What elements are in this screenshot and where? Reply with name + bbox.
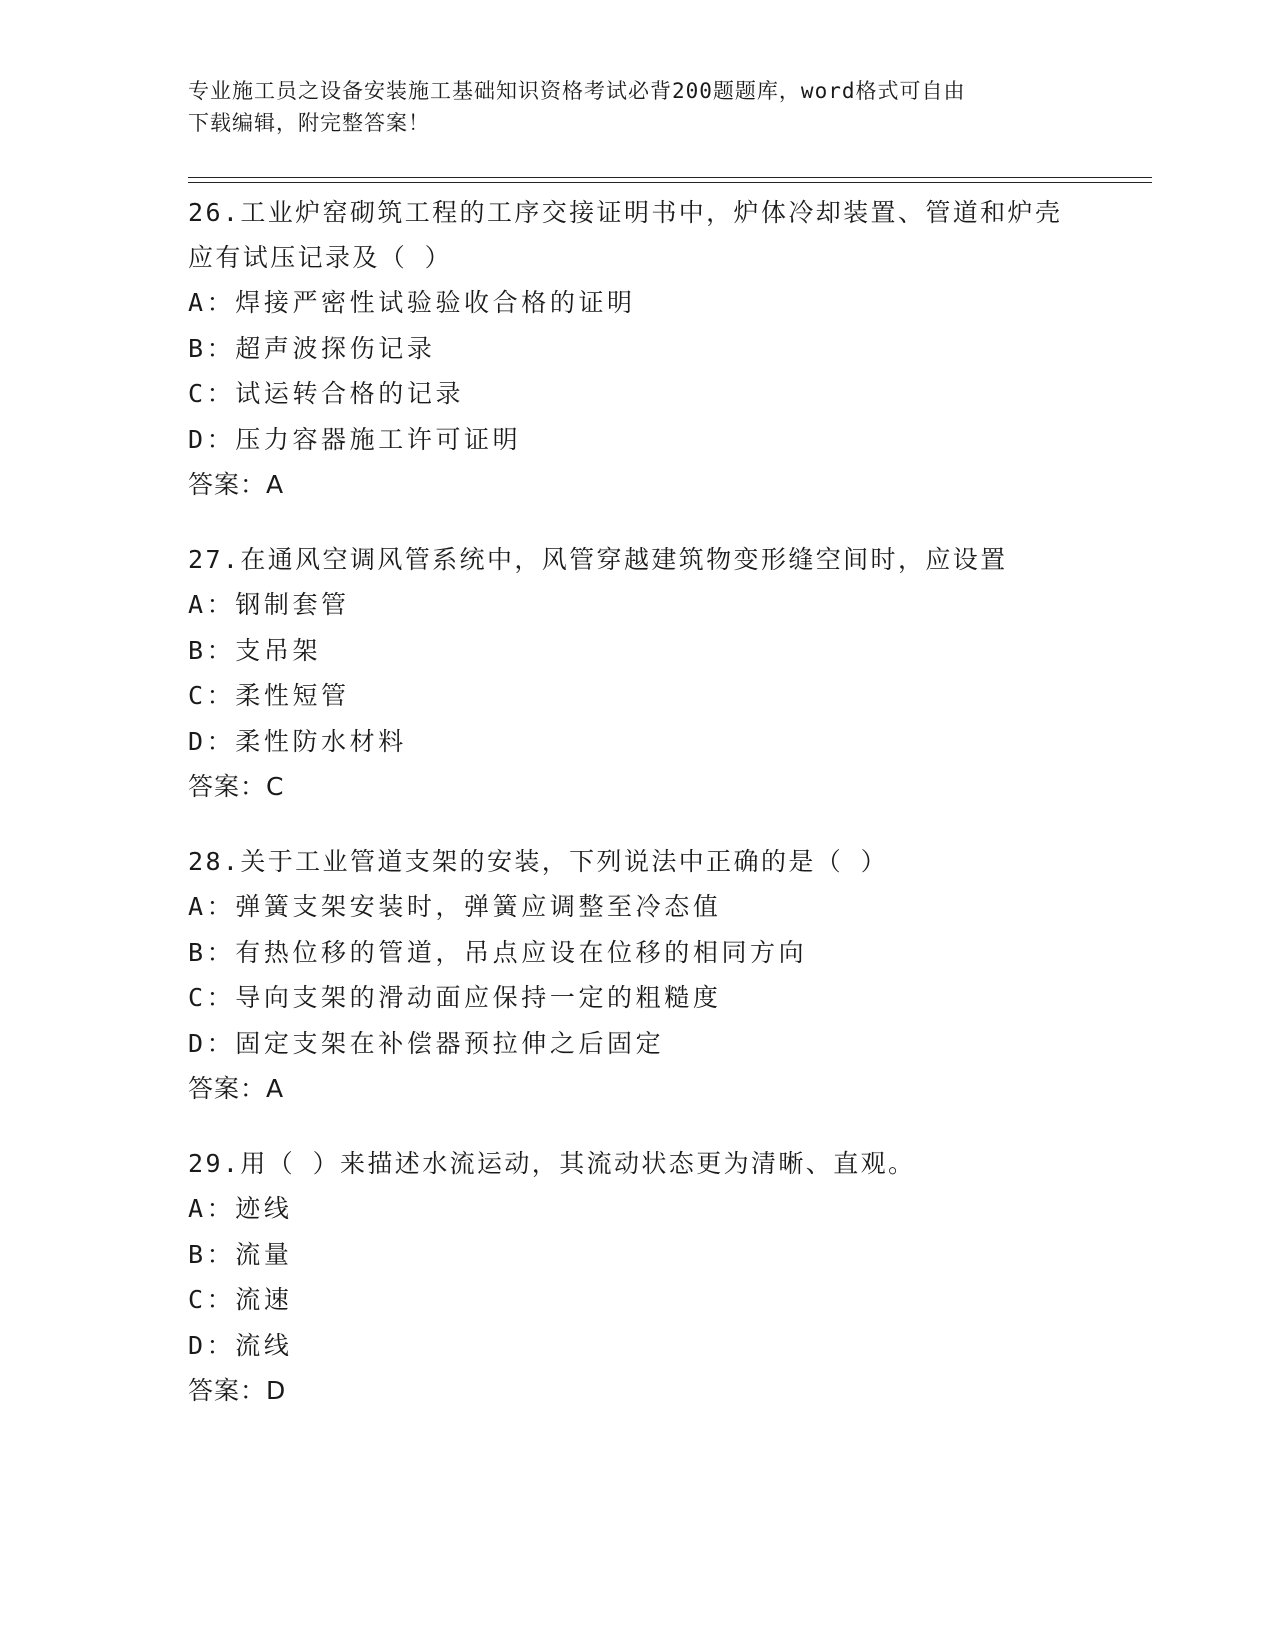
answer: 答案：D — [188, 1376, 287, 1405]
option-b: B：流量 — [188, 1239, 293, 1269]
option-a: A：弹簧支架安装时，弹簧应调整至冷态值 — [188, 892, 722, 921]
intro-line-2: 下载编辑，附完整答案！ — [188, 111, 430, 135]
option-c: C：导向支架的滑动面应保持一定的粗糙度 — [188, 983, 722, 1012]
answer: 答案：C — [188, 772, 285, 801]
question-stem: 29.用（ ）来描述水流运动，其流动状态更为清晰、直观。 — [188, 1149, 916, 1178]
question-stem: 27.在通风空调风管系统中，风管穿越建筑物变形缝空间时，应设置 — [188, 545, 1008, 574]
answer: 答案：A — [188, 1074, 285, 1103]
option-d: D：压力容器施工许可证明 — [188, 424, 522, 454]
option-a: A：钢制套管 — [188, 590, 350, 619]
option-a: A：迹线 — [188, 1194, 293, 1223]
question-stem: 28.关于工业管道支架的安装，下列说法中正确的是（ ） — [188, 847, 889, 876]
option-c: C：流速 — [188, 1285, 293, 1314]
question-list — [188, 190, 1088, 1443]
answer: 答案：A — [188, 470, 285, 499]
option-a: A：焊接严密性试验验收合格的证明 — [188, 288, 636, 317]
intro-line-1: 专业施工员之设备安装施工基础知识资格考试必背200题题库，word格式可自由 — [188, 79, 966, 103]
question-stem: 26.工业炉窑砌筑工程的工序交接证明书中，炉体冷却装置、管道和炉壳应有试压记录及（ ） — [188, 198, 1063, 272]
document-intro — [188, 75, 1068, 139]
question-27 — [188, 537, 1088, 809]
option-c: C：试运转合格的记录 — [188, 379, 465, 408]
header-divider-top — [188, 177, 1152, 178]
question-29 — [188, 1141, 1088, 1413]
header-divider-bottom — [188, 182, 1152, 183]
question-28 — [188, 839, 1088, 1111]
option-b: B：有热位移的管道，吊点应设在位移的相同方向 — [188, 937, 808, 967]
option-c: C：柔性短管 — [188, 681, 350, 710]
question-26 — [188, 190, 1088, 507]
option-d: D：流线 — [188, 1330, 293, 1360]
option-b: B：支吊架 — [188, 635, 322, 665]
option-d: D：固定支架在补偿器预拉伸之后固定 — [188, 1028, 665, 1058]
option-d: D：柔性防水材料 — [188, 726, 407, 756]
option-b: B：超声波探伤记录 — [188, 333, 436, 363]
